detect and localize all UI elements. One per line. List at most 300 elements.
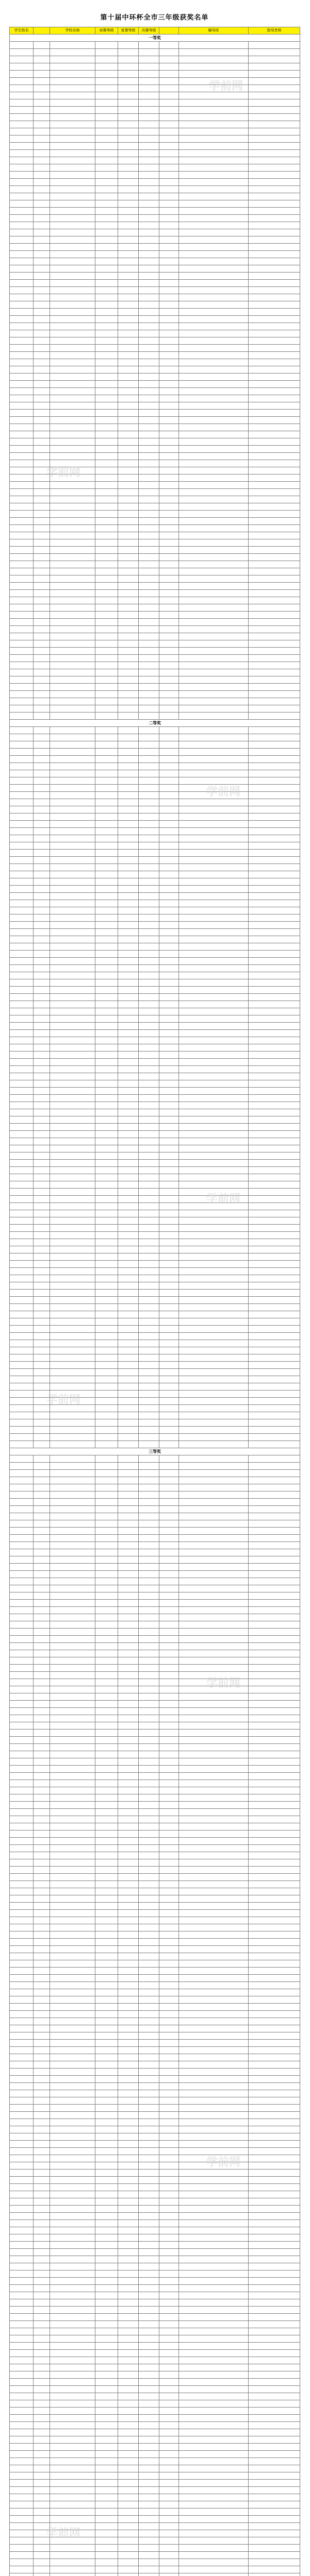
table-cell xyxy=(179,1189,249,1196)
table-cell xyxy=(10,482,34,489)
table-cell xyxy=(139,1975,159,1982)
table-cell xyxy=(118,402,139,410)
table-cell xyxy=(139,1607,159,1614)
table-cell xyxy=(179,893,249,900)
table-cell xyxy=(249,1549,300,1556)
table-cell xyxy=(50,1318,95,1326)
table-cell xyxy=(118,1592,139,1600)
table-row xyxy=(10,1636,300,1643)
table-cell xyxy=(118,114,139,121)
table-cell xyxy=(118,1982,139,1989)
table-cell xyxy=(159,2350,179,2357)
table-cell xyxy=(118,2184,139,2191)
table-cell xyxy=(139,2299,159,2307)
table-cell xyxy=(50,1513,95,1520)
table-cell xyxy=(249,741,300,749)
table-cell xyxy=(249,410,300,417)
table-cell xyxy=(34,1225,50,1232)
table-cell xyxy=(159,42,179,49)
table-cell xyxy=(34,1600,50,1607)
table-cell xyxy=(10,1102,34,1109)
table-cell xyxy=(10,2516,34,2523)
table-cell xyxy=(10,1535,34,1542)
table-cell xyxy=(50,424,95,431)
table-cell xyxy=(95,99,118,107)
table-cell xyxy=(118,1809,139,1816)
table-row xyxy=(10,965,300,972)
table-cell xyxy=(249,1376,300,1383)
table-row xyxy=(10,1181,300,1189)
table-cell xyxy=(159,1823,179,1831)
table-cell xyxy=(50,994,95,1001)
table-cell xyxy=(139,1917,159,1924)
table-cell xyxy=(159,273,179,280)
table-cell xyxy=(139,2386,159,2393)
table-row xyxy=(10,1852,300,1859)
table-cell xyxy=(10,2292,34,2299)
table-cell xyxy=(95,1621,118,1629)
table-cell xyxy=(118,1773,139,1780)
table-row xyxy=(10,1225,300,1232)
table-cell xyxy=(50,402,95,410)
table-cell xyxy=(10,1585,34,1592)
table-cell xyxy=(179,2076,249,2083)
table-cell xyxy=(139,1340,159,1347)
table-cell xyxy=(50,2422,95,2429)
table-cell xyxy=(10,575,34,583)
table-cell xyxy=(95,2472,118,2480)
table-cell xyxy=(179,2213,249,2220)
table-row xyxy=(10,128,300,135)
table-cell xyxy=(34,929,50,936)
table-cell xyxy=(159,655,179,662)
table-cell xyxy=(10,864,34,871)
table-cell xyxy=(179,1405,249,1412)
table-cell xyxy=(34,1766,50,1773)
table-cell xyxy=(249,1470,300,1477)
table-cell xyxy=(139,2559,159,2566)
table-cell xyxy=(139,1982,159,1989)
table-cell xyxy=(179,965,249,972)
table-cell xyxy=(139,1621,159,1629)
table-cell xyxy=(10,1001,34,1008)
table-cell xyxy=(34,1845,50,1852)
table-cell xyxy=(179,2400,249,2408)
table-cell xyxy=(159,792,179,799)
table-cell xyxy=(34,1679,50,1686)
table-cell xyxy=(95,208,118,215)
table-cell xyxy=(34,619,50,626)
table-cell xyxy=(159,2292,179,2299)
table-cell xyxy=(34,1852,50,1859)
table-cell xyxy=(249,1535,300,1542)
table-cell xyxy=(118,1636,139,1643)
table-cell xyxy=(50,2141,95,2148)
table-cell xyxy=(179,186,249,193)
table-row xyxy=(10,2133,300,2141)
table-cell xyxy=(139,2025,159,2032)
table-cell xyxy=(10,662,34,669)
table-cell xyxy=(159,236,179,244)
table-cell xyxy=(50,1340,95,1347)
table-cell xyxy=(95,893,118,900)
table-cell xyxy=(34,2061,50,2069)
table-cell xyxy=(10,2126,34,2133)
table-cell xyxy=(34,56,50,63)
table-cell xyxy=(249,1102,300,1109)
table-cell xyxy=(249,107,300,114)
table-cell xyxy=(95,1693,118,1701)
table-cell xyxy=(50,460,95,467)
table-cell xyxy=(10,597,34,604)
table-cell xyxy=(10,1463,34,1470)
table-cell xyxy=(118,1701,139,1708)
table-cell xyxy=(50,1037,95,1044)
table-cell xyxy=(34,2148,50,2155)
table-cell xyxy=(159,2278,179,2285)
table-row xyxy=(10,2350,300,2357)
table-cell xyxy=(10,2371,34,2379)
table-cell xyxy=(95,655,118,662)
table-cell xyxy=(139,2501,159,2509)
table-cell xyxy=(95,1427,118,1434)
table-row xyxy=(10,2242,300,2249)
table-cell xyxy=(118,2162,139,2170)
table-cell xyxy=(139,2213,159,2220)
table-cell xyxy=(118,958,139,965)
table-row xyxy=(10,1722,300,1730)
table-cell xyxy=(50,547,95,554)
table-cell xyxy=(95,453,118,460)
table-cell xyxy=(159,662,179,669)
table-cell xyxy=(179,2487,249,2494)
table-cell xyxy=(34,2054,50,2061)
table-cell xyxy=(179,1838,249,1845)
table-cell xyxy=(118,395,139,402)
table-cell xyxy=(50,2357,95,2364)
table-cell xyxy=(159,604,179,612)
table-cell xyxy=(139,2249,159,2256)
table-cell xyxy=(159,1686,179,1693)
table-cell xyxy=(118,640,139,648)
table-cell xyxy=(139,648,159,655)
table-cell xyxy=(34,554,50,561)
table-row xyxy=(10,251,300,258)
table-cell xyxy=(34,143,50,150)
table-cell xyxy=(10,1968,34,1975)
table-cell xyxy=(139,1354,159,1362)
table-cell xyxy=(50,2170,95,2177)
table-row xyxy=(10,200,300,208)
table-cell xyxy=(249,1109,300,1116)
table-cell xyxy=(159,453,179,460)
table-cell xyxy=(50,431,95,438)
table-cell xyxy=(95,2408,118,2415)
table-cell xyxy=(50,1730,95,1737)
table-cell xyxy=(249,1239,300,1246)
table-cell xyxy=(34,547,50,554)
table-cell xyxy=(50,1073,95,1080)
table-row xyxy=(10,1730,300,1737)
table-row xyxy=(10,727,300,734)
table-cell xyxy=(249,92,300,99)
table-cell xyxy=(34,92,50,99)
table-cell xyxy=(118,2054,139,2061)
table-cell xyxy=(118,280,139,287)
table-cell xyxy=(95,2480,118,2487)
table-cell xyxy=(95,662,118,669)
table-cell xyxy=(179,1398,249,1405)
table-cell xyxy=(139,2242,159,2249)
table-cell xyxy=(159,2105,179,2112)
table-cell xyxy=(10,561,34,568)
table-cell xyxy=(179,1535,249,1542)
table-cell xyxy=(95,1023,118,1030)
table-cell xyxy=(95,1816,118,1823)
table-cell xyxy=(95,1340,118,1347)
table-cell xyxy=(139,316,159,323)
table-cell xyxy=(249,2148,300,2155)
table-cell xyxy=(95,2545,118,2552)
table-cell xyxy=(249,1268,300,1275)
table-cell xyxy=(50,1751,95,1758)
table-cell xyxy=(118,1722,139,1730)
table-cell xyxy=(50,1809,95,1816)
table-cell xyxy=(139,1766,159,1773)
table-cell xyxy=(139,1614,159,1621)
table-cell xyxy=(118,193,139,200)
table-cell xyxy=(10,2436,34,2444)
table-cell xyxy=(179,323,249,330)
table-cell xyxy=(139,265,159,273)
table-cell xyxy=(95,2436,118,2444)
table-row xyxy=(10,1838,300,1845)
table-cell xyxy=(249,352,300,359)
table-cell xyxy=(139,785,159,792)
table-cell xyxy=(50,1391,95,1398)
table-cell xyxy=(139,85,159,92)
table-cell xyxy=(118,222,139,229)
table-row xyxy=(10,78,300,85)
table-cell xyxy=(10,1881,34,1888)
table-cell xyxy=(249,806,300,814)
table-cell xyxy=(159,1340,179,1347)
table-cell xyxy=(139,92,159,99)
table-cell xyxy=(139,1160,159,1167)
table-cell xyxy=(179,821,249,828)
table-row xyxy=(10,395,300,402)
table-cell xyxy=(179,814,249,821)
table-cell xyxy=(179,1831,249,1838)
table-cell xyxy=(139,1073,159,1080)
table-cell xyxy=(50,200,95,208)
table-row xyxy=(10,2422,300,2429)
table-cell xyxy=(10,878,34,886)
table-cell xyxy=(139,1600,159,1607)
table-cell xyxy=(95,446,118,453)
table-cell xyxy=(139,2472,159,2480)
table-row xyxy=(10,208,300,215)
table-row xyxy=(10,532,300,539)
table-cell xyxy=(179,1376,249,1383)
table-cell xyxy=(118,359,139,366)
table-cell xyxy=(34,1282,50,1290)
table-cell xyxy=(159,1867,179,1874)
table-cell xyxy=(34,1232,50,1239)
table-cell xyxy=(249,2552,300,2559)
table-cell xyxy=(50,511,95,518)
table-cell xyxy=(50,2501,95,2509)
table-cell xyxy=(159,337,179,345)
table-cell xyxy=(139,395,159,402)
table-cell xyxy=(50,1499,95,1506)
table-cell xyxy=(50,914,95,922)
watermark-logo: 学前网 xyxy=(46,466,81,479)
table-row xyxy=(10,1989,300,1996)
table-cell xyxy=(10,258,34,265)
table-cell xyxy=(10,518,34,525)
table-cell xyxy=(95,1903,118,1910)
table-cell xyxy=(95,2328,118,2335)
table-cell xyxy=(139,2047,159,2054)
table-cell xyxy=(118,172,139,179)
table-cell xyxy=(34,864,50,871)
table-cell xyxy=(118,763,139,770)
table-cell xyxy=(249,2292,300,2299)
table-cell xyxy=(159,2364,179,2371)
table-cell xyxy=(179,1859,249,1867)
table-cell xyxy=(50,503,95,511)
table-cell xyxy=(34,395,50,402)
table-cell xyxy=(118,1145,139,1153)
table-cell xyxy=(249,2494,300,2501)
table-cell xyxy=(159,1073,179,1080)
table-cell xyxy=(34,590,50,597)
table-cell xyxy=(118,1831,139,1838)
table-row xyxy=(10,2559,300,2566)
table-cell xyxy=(179,316,249,323)
table-cell xyxy=(139,1751,159,1758)
table-cell xyxy=(10,1131,34,1138)
table-cell xyxy=(139,431,159,438)
table-cell xyxy=(159,2054,179,2061)
table-cell xyxy=(179,518,249,525)
table-cell xyxy=(159,2032,179,2040)
table-cell xyxy=(159,193,179,200)
table-cell xyxy=(34,2523,50,2530)
table-cell xyxy=(34,2314,50,2321)
table-cell xyxy=(139,330,159,337)
table-cell xyxy=(118,850,139,857)
table-cell xyxy=(139,446,159,453)
table-cell xyxy=(50,1838,95,1845)
table-cell xyxy=(179,1578,249,1585)
table-cell xyxy=(249,482,300,489)
table-cell xyxy=(249,2343,300,2350)
table-cell xyxy=(95,1643,118,1650)
table-cell xyxy=(249,1217,300,1225)
table-cell xyxy=(159,1816,179,1823)
table-row xyxy=(10,503,300,511)
table-cell xyxy=(50,467,95,474)
table-row xyxy=(10,1268,300,1275)
table-cell xyxy=(34,1939,50,1946)
table-cell xyxy=(159,1484,179,1492)
table-cell xyxy=(95,1225,118,1232)
table-cell xyxy=(139,1383,159,1391)
table-cell xyxy=(159,2451,179,2458)
table-cell xyxy=(159,2444,179,2451)
table-cell xyxy=(159,135,179,143)
table-cell xyxy=(139,309,159,316)
table-cell xyxy=(159,1095,179,1102)
table-cell xyxy=(159,78,179,85)
table-cell xyxy=(10,612,34,619)
watermark-logo: 学前网 xyxy=(46,2527,81,2540)
table-cell xyxy=(118,374,139,381)
table-cell xyxy=(139,496,159,503)
table-cell xyxy=(159,244,179,251)
table-cell xyxy=(95,727,118,734)
table-cell xyxy=(139,410,159,417)
table-cell xyxy=(179,2234,249,2242)
table-cell xyxy=(159,1015,179,1023)
table-cell xyxy=(50,359,95,366)
table-cell xyxy=(10,1528,34,1535)
table-cell xyxy=(159,1549,179,1556)
table-cell xyxy=(118,1960,139,1968)
table-cell xyxy=(249,2509,300,2516)
table-cell xyxy=(10,568,34,575)
table-cell xyxy=(10,1715,34,1722)
table-cell xyxy=(139,907,159,914)
table-cell xyxy=(179,2133,249,2141)
table-cell xyxy=(159,222,179,229)
table-cell xyxy=(139,539,159,547)
table-cell xyxy=(118,1131,139,1138)
table-cell xyxy=(118,1109,139,1116)
table-row xyxy=(10,929,300,936)
table-cell xyxy=(50,2126,95,2133)
table-row xyxy=(10,547,300,554)
table-cell xyxy=(159,1463,179,1470)
table-cell xyxy=(249,943,300,951)
table-cell xyxy=(159,1924,179,1931)
table-cell xyxy=(159,987,179,994)
table-cell xyxy=(10,179,34,186)
table-cell xyxy=(118,2285,139,2292)
table-cell xyxy=(249,713,300,720)
table-cell xyxy=(10,1037,34,1044)
table-cell xyxy=(10,626,34,633)
table-cell xyxy=(118,1852,139,1859)
table-cell xyxy=(50,164,95,172)
table-row xyxy=(10,2487,300,2494)
table-cell xyxy=(249,1910,300,1917)
table-cell xyxy=(95,604,118,612)
table-cell xyxy=(34,114,50,121)
table-cell xyxy=(95,164,118,172)
table-cell xyxy=(159,1758,179,1766)
table-cell xyxy=(249,2487,300,2494)
table-cell xyxy=(118,568,139,575)
table-cell xyxy=(50,2220,95,2227)
table-cell xyxy=(10,741,34,749)
table-cell xyxy=(118,2465,139,2472)
table-cell xyxy=(50,979,95,987)
table-cell xyxy=(139,2451,159,2458)
table-cell xyxy=(118,1715,139,1722)
